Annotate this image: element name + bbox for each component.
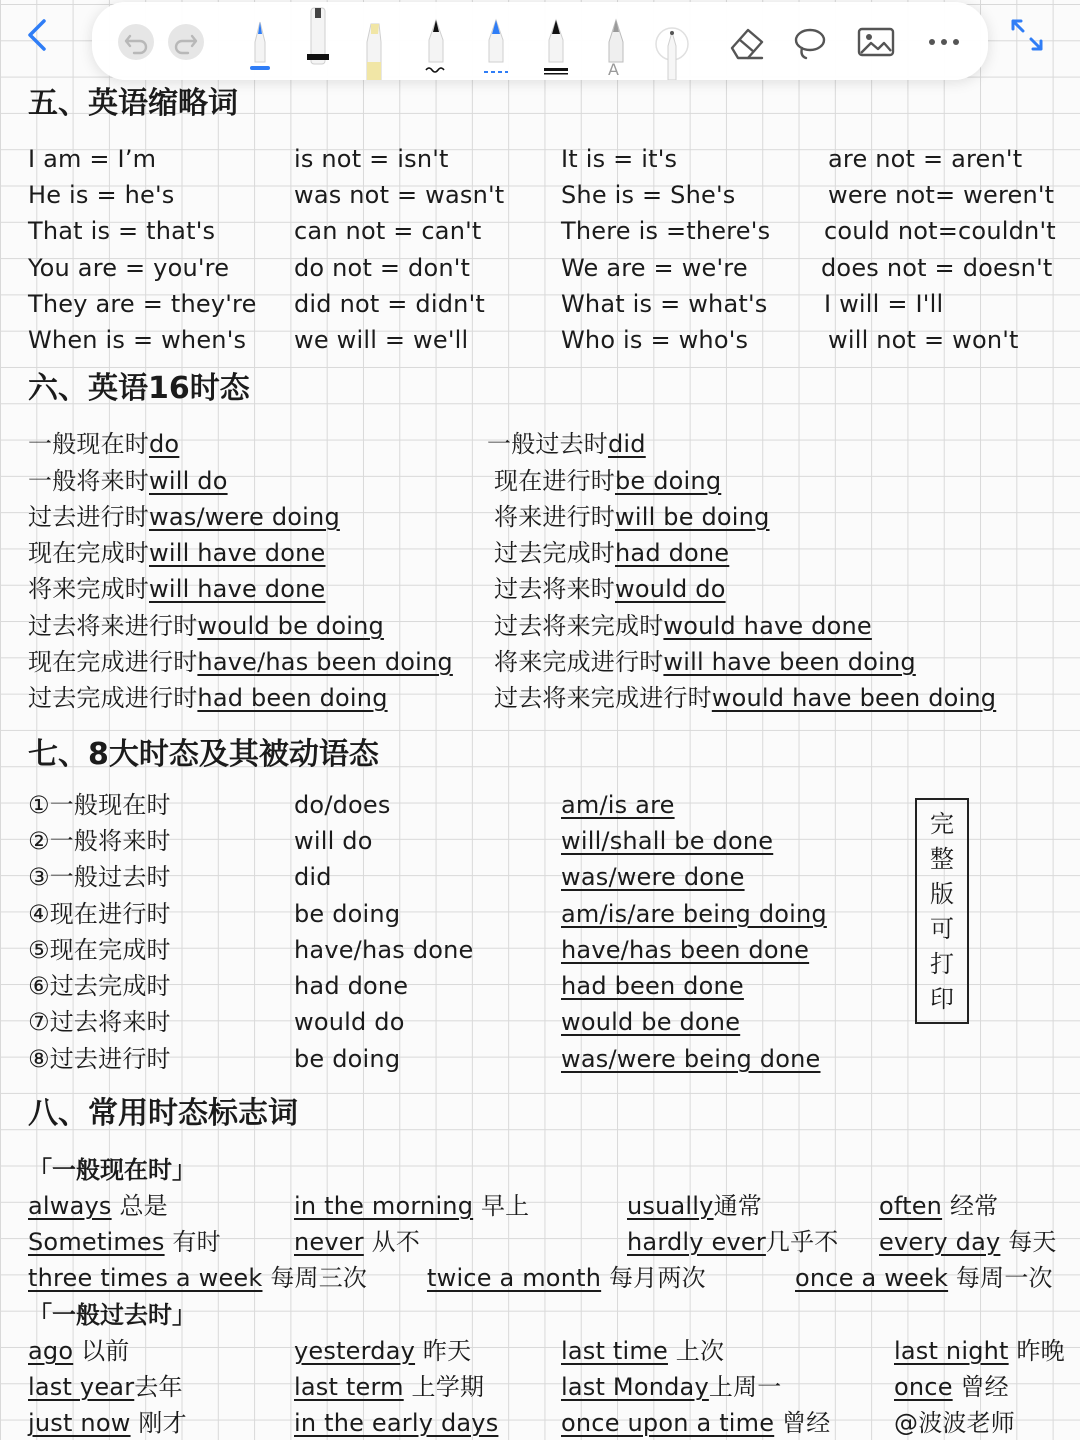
passive-active-form: do/does [294,791,391,819]
print-note-char: 整 [930,844,954,873]
tense-item: 现在进行时be doing [494,467,722,495]
passive-tense-name: ②一般将来时 [28,827,171,855]
passive-tense-name: ⑤现在完成时 [28,936,171,964]
print-note-char: 打 [930,949,954,978]
tense-item: 过去完成进行时had been doing [28,684,388,712]
passive-active-form: did [294,863,332,891]
print-note-char: 可 [930,914,954,943]
tense-item: 过去将来进行时would be doing [28,612,384,640]
contraction-item: I am = I’m [28,145,157,173]
signal-word: yesterday 昨天 [294,1337,472,1365]
passive-active-form: be doing [294,900,401,928]
contraction-item: Who is = who's [561,326,749,354]
tense-item: 过去将来完成进行时would have been doing [494,684,997,712]
tense-item: 过去将来完成时would have done [494,612,872,640]
eraser-icon[interactable] [724,2,768,80]
image-icon[interactable] [854,2,898,80]
signal-word: usually通常 [627,1192,762,1220]
tense-item: 过去将来时would do [494,575,726,603]
laser-pointer-icon[interactable] [652,2,692,80]
chevron-left-icon[interactable] [22,18,52,52]
signal-word: last term 上学期 [294,1373,485,1401]
passive-form: would be done [561,1008,741,1036]
passive-tense-name: ⑦过去将来时 [28,1008,171,1036]
section-6-title: 六、英语16时态 [28,371,250,406]
passive-form: had been done [561,972,744,1000]
passive-form: am/is are [561,791,675,819]
pen-thick-icon[interactable] [538,2,574,80]
contraction-item: There is =there's [561,217,771,245]
signal-word: just now 刚才 [28,1409,187,1437]
contraction-item: It is = it's [561,145,678,173]
tense-item: 将来完成进行时will have been doing [494,648,916,676]
print-note-char: 印 [930,984,954,1013]
contraction-item: That is = that's [28,217,216,245]
signal-word: hardly ever几乎不 [627,1228,839,1256]
signal-word: last time 上次 [561,1337,725,1365]
contraction-item: When is = when's [28,326,247,354]
author-credit: @波波老师 [894,1409,1015,1437]
signal-word: every day 每天 [879,1228,1057,1256]
highlighter-yellow-icon[interactable] [356,2,392,80]
passive-active-form: will do [294,827,373,855]
contraction-item: were not= weren't [828,181,1055,209]
subheading-past: 「一般过去时」 [28,1301,196,1329]
signal-word: never 从不 [294,1228,421,1256]
contraction-item: could not=couldn't [824,217,1056,245]
pen-blue-icon[interactable] [242,2,278,80]
tense-item: 将来完成时will have done [28,575,326,603]
signal-word: in the morning 早上 [294,1192,530,1220]
pencil-icon[interactable] [598,2,634,80]
contraction-item: do not = don't [294,254,471,282]
passive-form: was/were done [561,863,745,891]
signal-word: twice a month 每月两次 [427,1264,706,1292]
signal-word: last night 昨晚 [894,1337,1065,1365]
section-7-title: 七、8大时态及其被动语态 [28,737,379,772]
contraction-item: I will = I'll [824,290,944,318]
signal-word: once upon a time 曾经 [561,1409,831,1437]
section-5-title: 五、英语缩略词 [28,86,238,121]
contraction-item: we will = we'll [294,326,469,354]
expand-arrows-icon[interactable] [1008,16,1046,54]
contraction-item: She is = She's [561,181,736,209]
lasso-icon[interactable] [788,2,832,80]
signal-word: last Monday上周一 [561,1373,782,1401]
redo-icon[interactable] [168,24,204,60]
print-note-box [915,798,969,1024]
pencil-label: A [608,60,619,79]
contraction-item: will not = won't [828,326,1019,354]
signal-word: Sometimes 有时 [28,1228,221,1256]
passive-active-form: be doing [294,1045,401,1073]
tense-item: 一般过去时did [487,430,646,458]
tense-item: 现在完成进行时have/has been doing [28,648,453,676]
contraction-item: What is = what's [561,290,768,318]
signal-word: in the early days [294,1409,499,1437]
drawing-toolbar [92,2,988,80]
passive-form: was/were being done [561,1045,821,1073]
subheading-present: 「一般现在时」 [28,1156,196,1184]
contraction-item: are not = aren't [828,145,1023,173]
passive-tense-name: ③一般过去时 [28,863,171,891]
passive-tense-name: ①一般现在时 [28,791,171,819]
tense-item: 过去进行时was/were doing [28,503,340,531]
tense-item: 一般现在时do [28,430,180,458]
contraction-item: You are = you're [28,254,230,282]
passive-form: am/is/are being doing [561,900,827,928]
pen-wavy-icon[interactable] [418,2,454,80]
pen-dashed-icon[interactable] [478,2,514,80]
signal-word: once a week 每周一次 [795,1264,1053,1292]
undo-icon[interactable] [118,24,154,60]
marker-black-icon[interactable] [300,2,336,80]
passive-form: will/shall be done [561,827,774,855]
contraction-item: They are = they're [28,290,257,318]
contraction-item: was not = wasn't [294,181,505,209]
passive-form: have/has been done [561,936,810,964]
print-note-char: 完 [930,809,954,838]
passive-tense-name: ⑥过去完成时 [28,972,171,1000]
section-8-title: 八、常用时态标志词 [28,1096,298,1131]
contraction-item: is not = isn't [294,145,449,173]
tense-item: 一般将来时will do [28,467,228,495]
passive-tense-name: ⑧过去进行时 [28,1045,171,1073]
contraction-item: did not = didn't [294,290,485,318]
signal-word: always 总是 [28,1192,168,1220]
signal-word: ago 以前 [28,1337,130,1365]
signal-word: once 曾经 [894,1373,1009,1401]
passive-active-form: had done [294,972,409,1000]
tense-item: 过去完成时had done [494,539,730,567]
contraction-item: He is = he's [28,181,175,209]
print-note-char: 版 [930,879,954,908]
contraction-item: We are = we're [561,254,748,282]
tense-item: 现在完成时will have done [28,539,326,567]
passive-active-form: would do [294,1008,405,1036]
signal-word: often 经常 [879,1192,999,1220]
more-icon[interactable] [922,2,966,80]
contraction-item: can not = can't [294,217,482,245]
contraction-item: does not = doesn't [821,254,1053,282]
passive-tense-name: ④现在进行时 [28,900,171,928]
passive-active-form: have/has done [294,936,474,964]
tense-item: 将来进行时will be doing [494,503,770,531]
signal-word: last year去年 [28,1373,183,1401]
signal-word: three times a week 每周三次 [28,1264,368,1292]
